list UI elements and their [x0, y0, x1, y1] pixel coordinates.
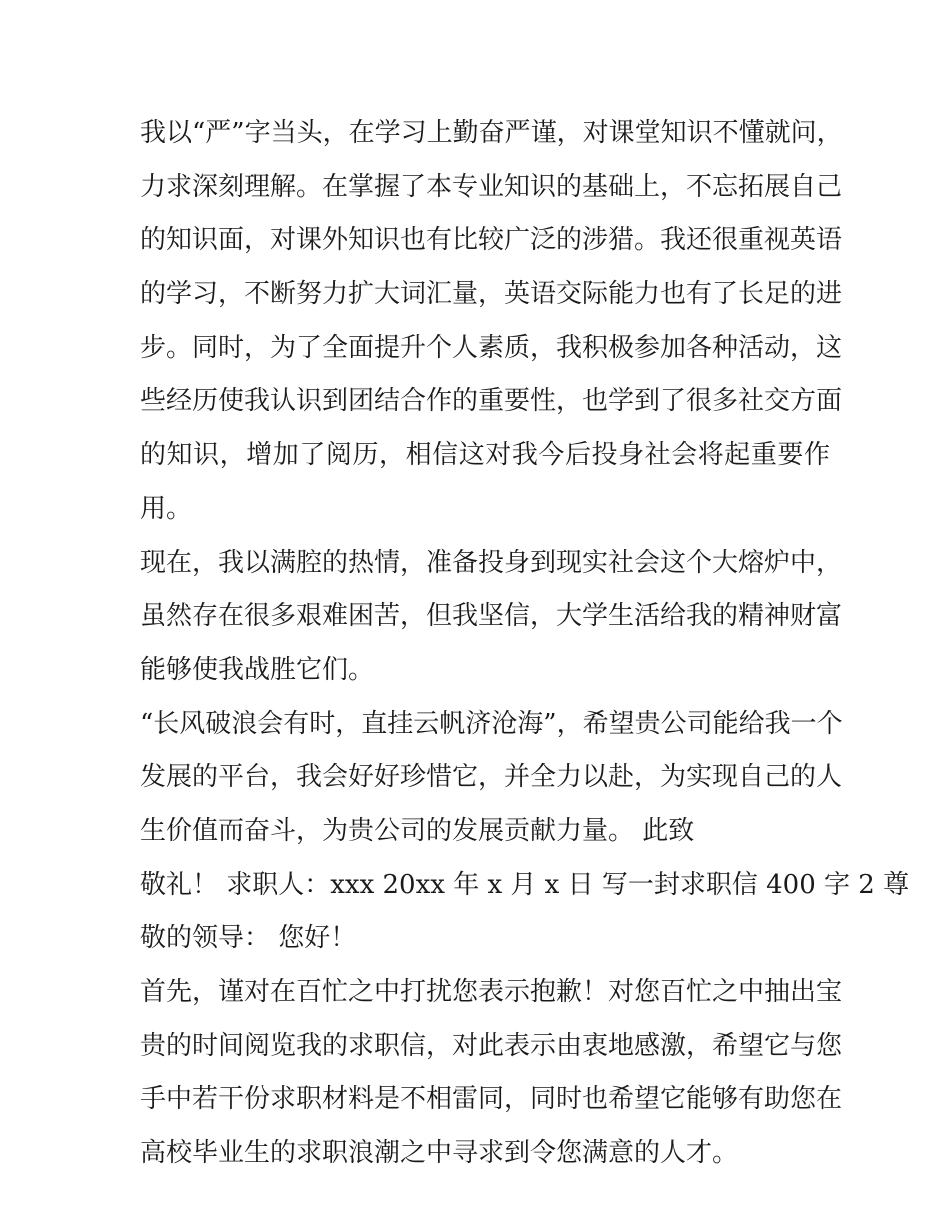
text-line: 我以“严”字当头，在学习上勤奋严谨，对课堂知识不懂就问，: [140, 118, 843, 148]
text-line: 力求深刻理解。在掌握了本专业知识的基础上，不忘拓展自己: [140, 171, 843, 202]
text-line: 高校毕业生的求职浪潮之中寻求到令您满意的人才。: [140, 1138, 739, 1169]
text-line: 敬礼！ 求职人：xxx 20xx 年 x 月 x 日 写一封求职信 400 字 2 尊: [140, 869, 910, 900]
text-line: 的知识面，对课外知识也有比较广泛的涉猎。我还很重视英语: [140, 225, 843, 256]
text-line: 敬的领导： 您好！: [140, 923, 357, 954]
letter-body: [140, 107, 910, 1181]
text-line: 首先，谨对在百忙之中打扰您表示抱歉！对您百忙之中抽出宝: [140, 977, 843, 1007]
text-line: 贵的时间阅览我的求职信，对此表示由衷地感激，希望它与您: [140, 1030, 843, 1061]
text-line: 能够使我战胜它们。: [140, 654, 375, 685]
text-line: 发展的平台，我会好好珍惜它，并全力以赴，为实现自己的人: [140, 762, 843, 793]
text-line: 些经历使我认识到团结合作的重要性，也学到了很多社交方面: [140, 386, 843, 417]
text-line: 的知识，增加了阅历，相信这对我今后投身社会将起重要作: [140, 440, 830, 471]
text-line: 虽然存在很多艰难困苦，但我坚信，大学生活给我的精神财富: [140, 601, 843, 632]
text-line: 用。: [140, 493, 193, 524]
text-line: 的学习，不断努力扩大词汇量，英语交际能力也有了长足的进: [140, 279, 843, 310]
text-line: 生价值而奋斗，为贵公司的发展贡献力量。 此致: [140, 815, 695, 846]
text-line: 现在，我以满腔的热情，准备投身到现实社会这个大熔炉中，: [140, 547, 843, 578]
text-line: “长风破浪会有时，直挂云帆济沧海”，希望贵公司能给我一个: [140, 708, 843, 739]
text-line: 步。同时，为了全面提升个人素质，我积极参加各种活动，这: [140, 332, 843, 363]
text-line: 手中若干份求职材料是不相雷同，同时也希望它能够有助您在: [140, 1084, 843, 1115]
